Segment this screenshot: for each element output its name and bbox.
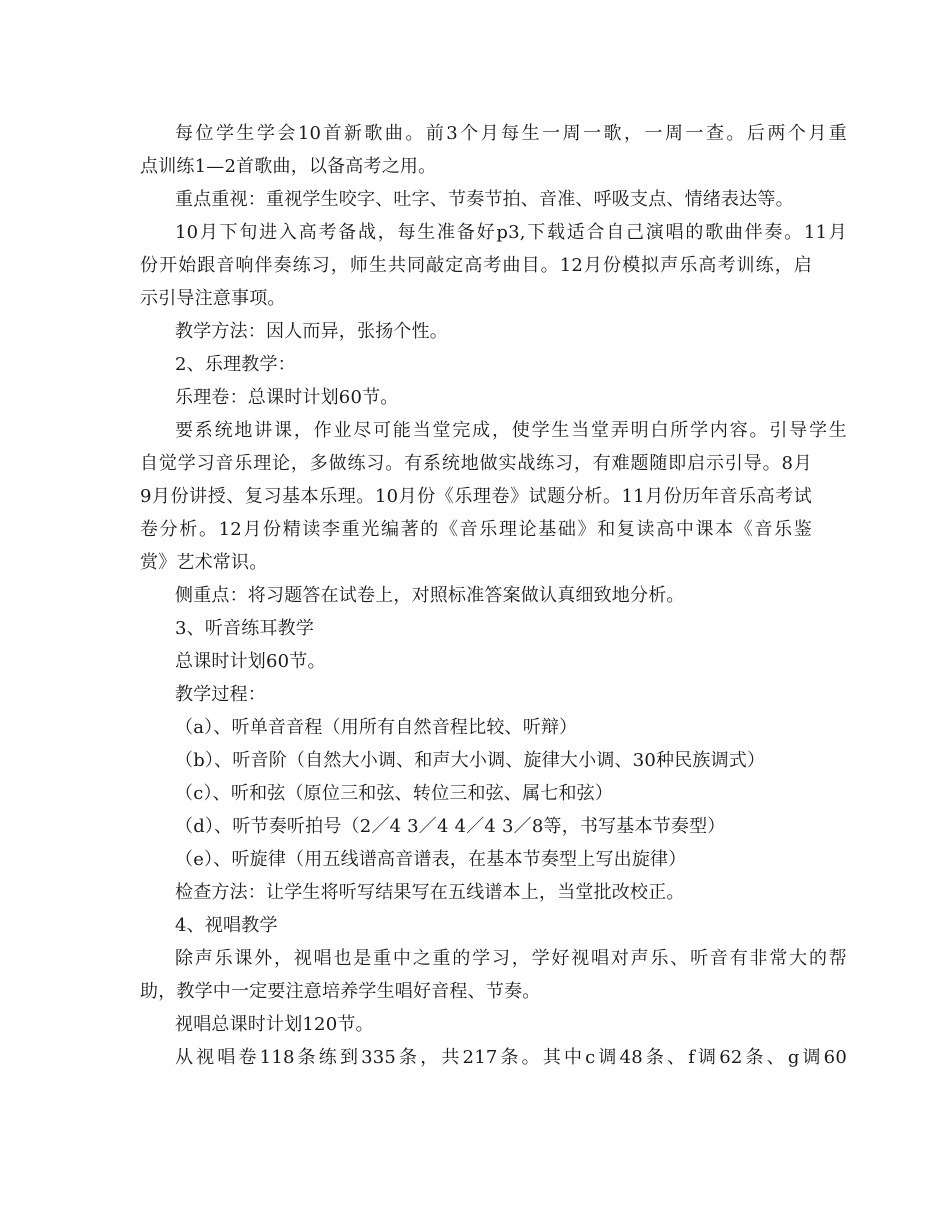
paragraph-line: 9月份讲授、复习基本乐理。10月份《乐理卷》试题分析。11月份历年音乐高考试 (140, 486, 812, 507)
list-item: （a）、听单音音程（用所有自然音程比较、听辩） (175, 717, 578, 738)
paragraph-line: 示引导注意事项。 (140, 288, 286, 309)
list-item: （d）、听节奏听拍号（2／4 3／4 4／4 3／8等，书写基本节奏型） (175, 816, 726, 837)
paragraph-line: 助，教学中一定要注意培养学生唱好音程、节奏。 (140, 981, 541, 1002)
paragraph-line: 点训练1—2首歌曲，以备高考之用。 (140, 156, 437, 177)
section-heading: 4、视唱教学 (175, 915, 278, 936)
paragraph-line: 教学过程： (175, 684, 266, 705)
paragraph-line: 总课时计划60节。 (175, 651, 326, 672)
paragraph-line: 重点重视：重视学生咬字、吐字、节奏节拍、音准、呼吸支点、情绪表达等。 (175, 189, 794, 210)
paragraph-line: 份开始跟音响伴奏练习，师生共同敲定高考曲目。12月份模拟声乐高考训练，启 (140, 255, 812, 276)
paragraph-line: 除声乐课外，视唱也是重中之重的学习，学好视唱对声乐、听音有非常大的帮 (175, 948, 847, 969)
paragraph-line: 乐理卷：总课时计划60节。 (175, 387, 399, 408)
paragraph-line: 赏》艺术常识。 (140, 552, 268, 573)
paragraph-line: 自觉学习音乐理论，多做练习。有系统地做实战练习，有难题随即启示引导。8月 (140, 453, 812, 474)
paragraph-line: 卷分析。12月份精读李重光编著的《音乐理论基础》和复读高中课本《音乐鉴 (140, 519, 812, 540)
list-item: （b）、听音阶（自然大小调、和声大小调、旋律大小调、30种民族调式） (175, 750, 766, 771)
paragraph-line: 侧重点：将习题答在试卷上，对照标准答案做认真细致地分析。 (175, 585, 685, 606)
list-item: （c）、听和弦（原位三和弦、转位三和弦、属七和弦） (175, 783, 614, 804)
paragraph-line: 检查方法：让学生将听写结果写在五线谱本上，当堂批改校正。 (175, 882, 685, 903)
section-heading: 2、乐理教学： (175, 354, 296, 375)
paragraph-line: 10月下旬进入高考备战，每生准备好p3,下载适合自己演唱的歌曲伴奏。11月 (175, 222, 847, 243)
paragraph-line: 从视唱卷118条练到335条，共217条。其中c调48条、f调62条、g调60 (175, 1047, 847, 1068)
list-item: （e）、听旋律（用五线谱高音谱表，在基本节奏型上写出旋律） (175, 849, 687, 870)
paragraph-line: 每位学生学会10首新歌曲。前3个月每生一周一歌，一周一查。后两个月重 (175, 123, 847, 144)
paragraph-line: 要系统地讲课，作业尽可能当堂完成，使学生当堂弄明白所学内容。引导学生 (175, 420, 847, 441)
paragraph-line: 视唱总课时计划120节。 (175, 1014, 374, 1035)
paragraph-line: 教学方法：因人而异，张扬个性。 (175, 321, 448, 342)
section-heading: 3、听音练耳教学 (175, 618, 315, 639)
